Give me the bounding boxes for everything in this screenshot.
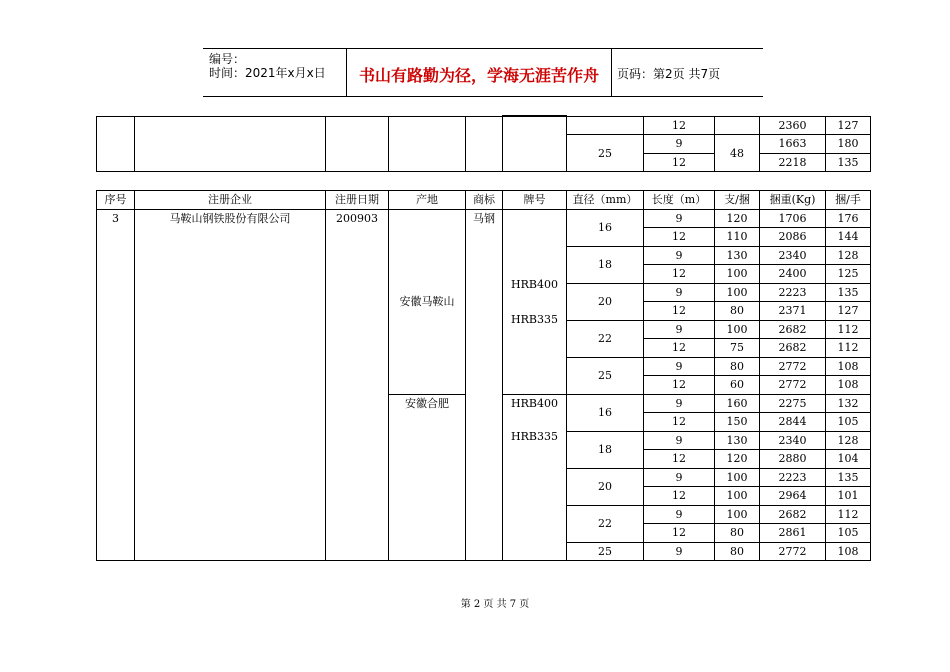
cell-bundles: 180 [826,135,871,154]
header-bottom-rule [203,96,763,97]
cell-weight: 2844 [760,413,826,432]
cell-weight: 1663 [760,135,826,154]
cell-diameter: 20 [567,283,644,320]
cell-bundles: 104 [826,450,871,469]
cell-length: 9 [644,394,715,413]
empty-cell [389,116,466,172]
cell-weight: 2772 [760,376,826,395]
cell-weight: 2682 [760,505,826,524]
table-row [97,209,871,228]
empty-cell [135,116,326,172]
cell-bundles: 108 [826,357,871,376]
cell-weight: 1706 [760,209,826,228]
cell-weight: 2772 [760,542,826,561]
empty-cell [326,116,389,172]
cell-pcs: 130 [715,246,760,265]
cell-weight: 2371 [760,302,826,321]
cell-diameter: 25 [567,135,644,172]
cell-weight: 2360 [760,116,826,135]
cell-origin-maanshan: 安徽马鞍山 [389,209,466,394]
cell-diameter: 18 [567,246,644,283]
cell-bundles: 105 [826,413,871,432]
cell-bundles: 128 [826,246,871,265]
cell-length: 9 [644,135,715,154]
cell-bundles: 112 [826,339,871,358]
col-header-pcs: 支/捆 [715,191,760,210]
table-header-row [97,191,871,210]
cell-bundles: 135 [826,468,871,487]
col-header-bundles: 捆/手 [826,191,871,210]
cell-weight: 2682 [760,320,826,339]
cell-weight: 2340 [760,246,826,265]
col-header-date: 注册日期 [326,191,389,210]
cell-weight: 2964 [760,487,826,506]
cell-pcs: 75 [715,339,760,358]
cell-pcs: 48 [715,135,760,172]
cell-weight: 2682 [760,339,826,358]
cell-length: 12 [644,116,715,135]
cell-length: 9 [644,283,715,302]
cell-diameter: 25 [567,542,644,561]
header-page-label: 页码：第2页 共7页 [617,67,721,81]
cell-bundles: 108 [826,542,871,561]
cell-diameter: 22 [567,320,644,357]
empty-cell [567,116,644,135]
cell-bundles: 144 [826,228,871,247]
cell-pcs: 100 [715,320,760,339]
cell-pcs: 60 [715,376,760,395]
cell-company: 马鞍山钢铁股份有限公司 [135,209,326,561]
cell-pcs: 100 [715,505,760,524]
cell-pcs: 120 [715,209,760,228]
cell-pcs: 80 [715,524,760,543]
cell-pcs: 130 [715,431,760,450]
cell-bundles: 128 [826,431,871,450]
cell-length: 12 [644,302,715,321]
grade-hrb335: HRB335 [511,429,558,443]
cell-pcs: 100 [715,283,760,302]
cell-bundles: 101 [826,487,871,506]
cell-pcs: 100 [715,265,760,284]
cell-origin-hefei: 安徽合肥 [389,394,466,561]
cell-pcs: 150 [715,413,760,432]
cell-pcs: 120 [715,450,760,469]
page-header [203,48,763,97]
cell-date: 200903 [326,209,389,561]
cell-grade-group-1 [503,209,567,394]
cell-length: 9 [644,468,715,487]
cell-bundles: 135 [826,283,871,302]
cell-weight: 2086 [760,228,826,247]
cell-pcs [715,116,760,135]
cell-bundles: 135 [826,153,871,172]
grade-hrb335: HRB335 [511,312,558,326]
cell-length: 9 [644,357,715,376]
cell-pcs: 110 [715,228,760,247]
empty-cell [466,116,503,172]
cell-diameter: 22 [567,505,644,542]
col-header-no: 序号 [97,191,135,210]
cell-diameter: 25 [567,357,644,394]
cell-weight: 2400 [760,265,826,284]
cell-length: 12 [644,376,715,395]
cell-weight: 2861 [760,524,826,543]
cell-weight: 2772 [760,357,826,376]
col-header-origin: 产地 [389,191,466,210]
cell-pcs: 80 [715,542,760,561]
cell-bundles: 105 [826,524,871,543]
cell-bundles: 108 [826,376,871,395]
cell-length: 9 [644,246,715,265]
cell-length: 12 [644,339,715,358]
cell-pcs: 100 [715,487,760,506]
cell-bundles: 112 [826,505,871,524]
header-top-rule [203,48,763,49]
cell-length: 9 [644,209,715,228]
col-header-length: 长度（m） [644,191,715,210]
cell-length: 12 [644,487,715,506]
cell-brand: 马钢 [466,209,503,561]
col-header-weight: 捆重(Kg) [760,191,826,210]
grade-hrb400: HRB400 [511,277,558,291]
cell-weight: 2223 [760,283,826,302]
continued-table [96,115,871,172]
cell-bundles: 125 [826,265,871,284]
col-header-company: 注册企业 [135,191,326,210]
cell-length: 12 [644,413,715,432]
cell-bundles: 176 [826,209,871,228]
cell-length: 9 [644,431,715,450]
cell-diameter: 18 [567,431,644,468]
cell-diameter: 16 [567,394,644,431]
cell-bundles: 112 [826,320,871,339]
cell-diameter: 16 [567,209,644,246]
grade-hrb400: HRB400 [511,396,558,410]
cell-weight: 2218 [760,153,826,172]
cell-length: 9 [644,320,715,339]
cell-length: 9 [644,505,715,524]
cell-pcs: 80 [715,357,760,376]
cell-length: 12 [644,153,715,172]
cell-pcs: 160 [715,394,760,413]
cell-bundles: 127 [826,116,871,135]
cell-weight: 2223 [760,468,826,487]
cell-length: 12 [644,265,715,284]
col-header-brand: 商标 [466,191,503,210]
cell-diameter: 20 [567,468,644,505]
cell-pcs: 100 [715,468,760,487]
page-footer: 第 2 页 共 7 页 [460,599,530,610]
cell-pcs: 80 [715,302,760,321]
header-id-label: 编号： [209,52,246,66]
cell-entry-no: 3 [97,209,135,561]
cell-grade-group-2 [503,394,567,561]
cell-length: 12 [644,450,715,469]
cell-length: 12 [644,228,715,247]
empty-cell [503,116,567,172]
cell-length: 12 [644,524,715,543]
col-header-diameter: 直径（mm） [567,191,644,210]
cell-bundles: 127 [826,302,871,321]
header-time-label: 时间：2021年x月x日 [209,66,326,80]
cell-weight: 2340 [760,431,826,450]
product-table [96,190,871,561]
header-motto: 书山有路勤为径，学海无涯苦作舟 [358,66,599,85]
cell-bundles: 132 [826,394,871,413]
cell-weight: 2880 [760,450,826,469]
cell-weight: 2275 [760,394,826,413]
empty-cell [97,116,135,172]
col-header-grade: 牌号 [503,191,567,210]
cell-length: 9 [644,542,715,561]
header-divider-right [611,48,612,97]
